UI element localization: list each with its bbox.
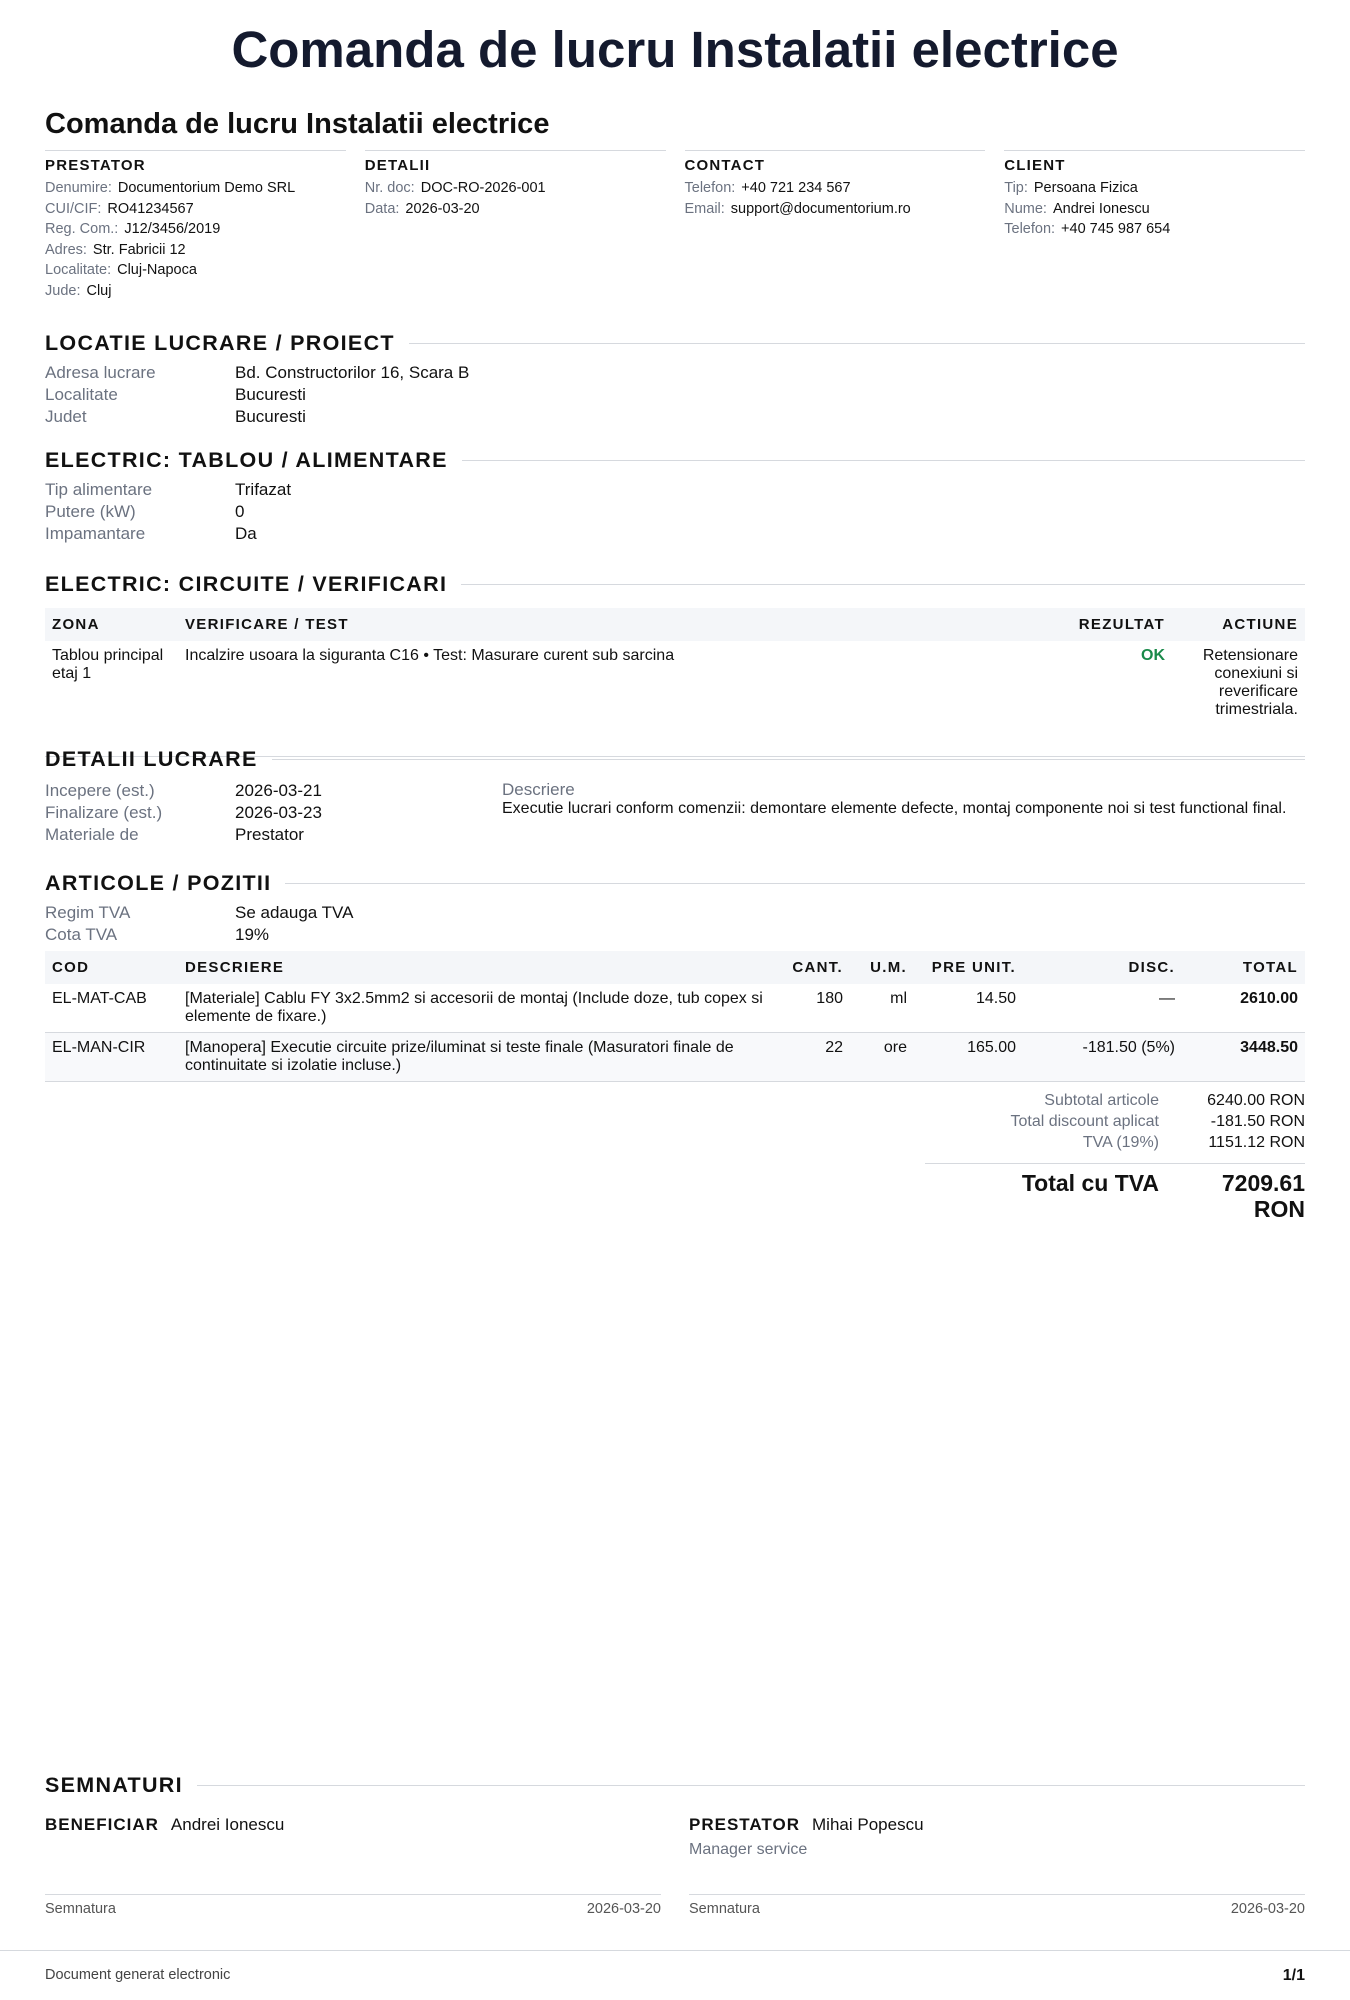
tablou-rows <box>45 479 291 545</box>
articole-tva-rows <box>45 902 353 946</box>
row-value: J12/3456/2019 <box>124 221 221 237</box>
discount-label: Total discount aplicat <box>1010 1113 1159 1130</box>
cell-total: 3448.50 <box>1240 1039 1298 1056</box>
row-value: Cluj-Napoca <box>117 262 197 278</box>
tablou-row <box>45 523 291 545</box>
col-disc: DISC. <box>1023 951 1182 984</box>
prestator-name: Mihai Popescu <box>812 1815 924 1834</box>
discount-value: -181.50 RON <box>1210 1113 1305 1130</box>
tva-row <box>925 1132 1305 1153</box>
row-value: Cluj <box>86 282 112 299</box>
col-total: TOTAL <box>1182 951 1305 984</box>
row-value: support@documentorium.ro <box>730 200 911 217</box>
row-key: Adresa lucrare <box>45 363 156 382</box>
tablou-row <box>45 501 291 523</box>
col-zona: ZONA <box>45 608 178 641</box>
grand-total-label: Total cu TVA <box>1021 1170 1159 1196</box>
circuite-section-header <box>45 572 1305 597</box>
circuite-heading: ELECTRIC: CIRCUITE / VERIFICARI <box>45 572 448 596</box>
cell-cod: EL-MAT-CAB <box>52 990 147 1007</box>
cell-rezultat: OK <box>1141 647 1165 664</box>
descriere-text: Executie lucrari conform comenzii: demontare elemente defecte, montaj componente noi si test functional final. <box>502 800 1287 817</box>
row-value: Se adauga TVA <box>235 903 354 922</box>
locatie-row <box>45 362 469 384</box>
row-key: CUI/CIF: <box>45 200 102 217</box>
divider <box>285 883 1305 884</box>
row-key: Impamantare <box>45 524 146 543</box>
prestator-row <box>45 260 346 281</box>
totals-block <box>925 1090 1305 1222</box>
cell-cant: 180 <box>816 990 843 1007</box>
semnaturi-heading: SEMNATURI <box>45 1773 183 1797</box>
tva-label: TVA (19%) <box>1082 1134 1159 1151</box>
articole-heading: ARTICOLE / POZITII <box>45 871 272 895</box>
row-value: Documentorium Demo SRL <box>117 180 296 196</box>
tablou-section-header <box>45 448 1305 473</box>
row-key: Telefon: <box>684 180 736 196</box>
row-value: Da <box>235 524 257 543</box>
row-value: 2026-03-21 <box>235 781 322 800</box>
signature-date: 2026-03-20 <box>1230 1901 1305 1917</box>
prestator-row <box>45 219 346 240</box>
row-value: 19% <box>235 925 270 944</box>
subtotal-value: 6240.00 RON <box>1207 1092 1305 1109</box>
row-value: DOC-RO-2026-001 <box>420 180 546 196</box>
table-row <box>45 1033 1305 1082</box>
col-cant: CANT. <box>780 951 850 984</box>
signature-date: 2026-03-20 <box>586 1901 661 1917</box>
subtotal-row <box>925 1090 1305 1111</box>
cell-um: ore <box>883 1039 907 1056</box>
document-title: Comanda de lucru Instalatii electrice <box>45 108 550 140</box>
client-heading: CLIENT <box>1004 157 1066 174</box>
cell-zona: Tablou principal etaj 1 <box>52 647 164 682</box>
table-header-row <box>45 608 1305 641</box>
articole-row <box>45 924 353 946</box>
col-verificare: VERIFICARE / TEST <box>178 608 1032 641</box>
descriere-block <box>502 780 1305 818</box>
tablou-row <box>45 479 291 501</box>
prestator-heading: PRESTATOR <box>45 157 146 174</box>
detalii-lucrare-rows <box>45 780 322 846</box>
detalii-heading: DETALII <box>364 157 431 174</box>
articole-table <box>45 951 1305 1082</box>
prestator-row <box>45 240 346 261</box>
cell-actiune: Retensionare conexiuni si reverificare trimestriala. <box>1202 647 1298 718</box>
detalii-lucrare-heading: DETALII LUCRARE <box>45 747 258 771</box>
row-key: Localitate <box>45 385 118 404</box>
row-key: Reg. Com.: <box>45 221 119 237</box>
row-key: Adres: <box>45 241 87 258</box>
grand-total-value: 7209.61 RON <box>1221 1170 1305 1222</box>
prestator-row <box>45 199 346 220</box>
row-key: Materiale de <box>45 825 139 844</box>
semnaturi-section-header <box>45 1773 1305 1798</box>
row-key: Finalizare (est.) <box>45 803 163 822</box>
grand-total-row <box>925 1163 1305 1222</box>
cell-descriere: [Materiale] Cablu FY 3x2.5mm2 si accesorii de montaj (Include doze, tub copex si elemente de fixare.) <box>185 990 763 1025</box>
cell-total: 2610.00 <box>1240 990 1298 1007</box>
client-block <box>1004 150 1305 301</box>
row-key: Tip alimentare <box>45 480 153 499</box>
table-header-row <box>45 951 1305 984</box>
detalii-block <box>365 150 666 301</box>
prestator-role: PRESTATOR <box>689 1815 801 1834</box>
cell-descriere: [Manopera] Executie circuite prize/iluminat si teste finale (Masuratori finale de continuitate si izolatie incluse.) <box>185 1039 734 1074</box>
row-value: +40 721 234 567 <box>741 180 851 196</box>
row-value: Bd. Constructorilor 16, Scara B <box>235 363 470 382</box>
row-value: RO41234567 <box>107 200 194 217</box>
row-key: Nr. doc: <box>364 180 415 196</box>
contact-block <box>685 150 986 301</box>
detalii-lucrare-section-header <box>45 747 1305 772</box>
cell-verificare: Incalzire usoara la siguranta C16 • Test: Masurare curent sub sarcina <box>185 647 675 664</box>
client-row <box>1004 219 1305 240</box>
prestator-block <box>45 150 346 301</box>
tablou-heading: ELECTRIC: TABLOU / ALIMENTARE <box>45 448 448 472</box>
signature-label: Semnatura <box>45 1901 116 1917</box>
row-key: Denumire: <box>45 180 112 196</box>
circuite-table-wrap <box>45 608 1305 757</box>
footer-note: Document generat electronic <box>45 1967 231 1983</box>
col-cod: COD <box>45 951 178 984</box>
locatie-rows <box>45 362 469 428</box>
row-value: 2026-03-20 <box>405 200 480 217</box>
client-row <box>1004 199 1305 220</box>
beneficiar-name: Andrei Ionescu <box>170 1815 285 1834</box>
circuite-table <box>45 608 1305 757</box>
row-key: Putere (kW) <box>45 502 136 521</box>
prestator-row <box>45 281 346 302</box>
cell-cant: 22 <box>825 1039 843 1056</box>
col-actiune: ACTIUNE <box>1172 608 1305 641</box>
divider <box>409 343 1305 344</box>
prestator-title: Manager service <box>689 1841 808 1858</box>
cell-um: ml <box>890 990 907 1007</box>
col-descriere: DESCRIERE <box>178 951 780 984</box>
descriere-label: Descriere <box>502 780 575 799</box>
row-key: Jude: <box>45 282 81 299</box>
cell-disc: — <box>1159 990 1175 1007</box>
row-value: Str. Fabricii 12 <box>92 241 186 258</box>
discount-row <box>925 1111 1305 1132</box>
col-rezultat: REZULTAT <box>1032 608 1172 641</box>
row-value: 2026-03-23 <box>235 803 322 822</box>
detalii-lucrare-row <box>45 780 322 802</box>
locatie-heading: LOCATIE LUCRARE / PROIECT <box>45 331 395 355</box>
signature-label: Semnatura <box>689 1901 760 1917</box>
detalii-row <box>365 199 666 220</box>
contact-heading: CONTACT <box>684 157 766 174</box>
row-key: Data: <box>364 200 400 217</box>
row-key: Localitate: <box>45 262 112 278</box>
cell-cod: EL-MAN-CIR <box>52 1039 146 1056</box>
contact-row <box>685 178 986 199</box>
row-value: Bucuresti <box>235 407 306 426</box>
client-row <box>1004 178 1305 199</box>
row-key: Regim TVA <box>45 903 131 922</box>
row-value: 0 <box>235 502 245 521</box>
row-key: Telefon: <box>1004 221 1056 237</box>
beneficiar-signature <box>45 1815 661 1835</box>
divider <box>272 759 1305 760</box>
beneficiar-signature-line <box>45 1894 661 1917</box>
page-number: 1/1 <box>1282 1967 1305 1984</box>
row-key: Tip: <box>1004 180 1028 196</box>
divider <box>462 460 1305 461</box>
parties-grid <box>45 150 1305 301</box>
articole-section-header <box>45 871 1305 896</box>
prestator-row <box>45 178 346 199</box>
locatie-row <box>45 384 469 406</box>
row-value: Prestator <box>235 825 304 844</box>
row-value: Trifazat <box>235 480 292 499</box>
subtotal-label: Subtotal articole <box>1044 1092 1159 1109</box>
col-pret: PRE UNIT. <box>914 951 1023 984</box>
row-key: Cota TVA <box>45 925 118 944</box>
page-footer <box>0 1950 1350 1984</box>
locatie-section-header <box>45 331 1305 356</box>
row-value: Andrei Ionescu <box>1052 200 1150 217</box>
row-key: Judet <box>45 407 87 426</box>
contact-row <box>685 199 986 220</box>
row-value: Persoana Fizica <box>1033 180 1138 196</box>
detalii-row <box>365 178 666 199</box>
main-title: Comanda de lucru Instalatii electrice <box>231 21 1119 78</box>
detalii-lucrare-row <box>45 802 322 824</box>
detalii-lucrare-row <box>45 824 322 846</box>
table-row <box>45 984 1305 1033</box>
locatie-row <box>45 406 469 428</box>
cell-pret: 14.50 <box>975 990 1016 1007</box>
cell-disc: -181.50 (5%) <box>1082 1039 1175 1056</box>
articole-row <box>45 902 353 924</box>
tva-value: 1151.12 RON <box>1208 1134 1305 1151</box>
beneficiar-role: BENEFICIAR <box>45 1815 159 1834</box>
divider <box>461 584 1305 585</box>
table-row <box>45 641 1305 756</box>
prestator-signature <box>689 1815 1305 1859</box>
cell-pret: 165.00 <box>967 1039 1016 1056</box>
row-key: Email: <box>684 200 725 217</box>
row-key: Nume: <box>1004 200 1047 217</box>
articole-table-wrap <box>45 951 1305 1082</box>
row-value: Bucuresti <box>235 385 306 404</box>
row-value: +40 745 987 654 <box>1061 221 1171 237</box>
col-um: U.M. <box>850 951 914 984</box>
prestator-signature-line <box>689 1894 1305 1917</box>
row-key: Incepere (est.) <box>45 781 155 800</box>
divider <box>197 1785 1305 1786</box>
